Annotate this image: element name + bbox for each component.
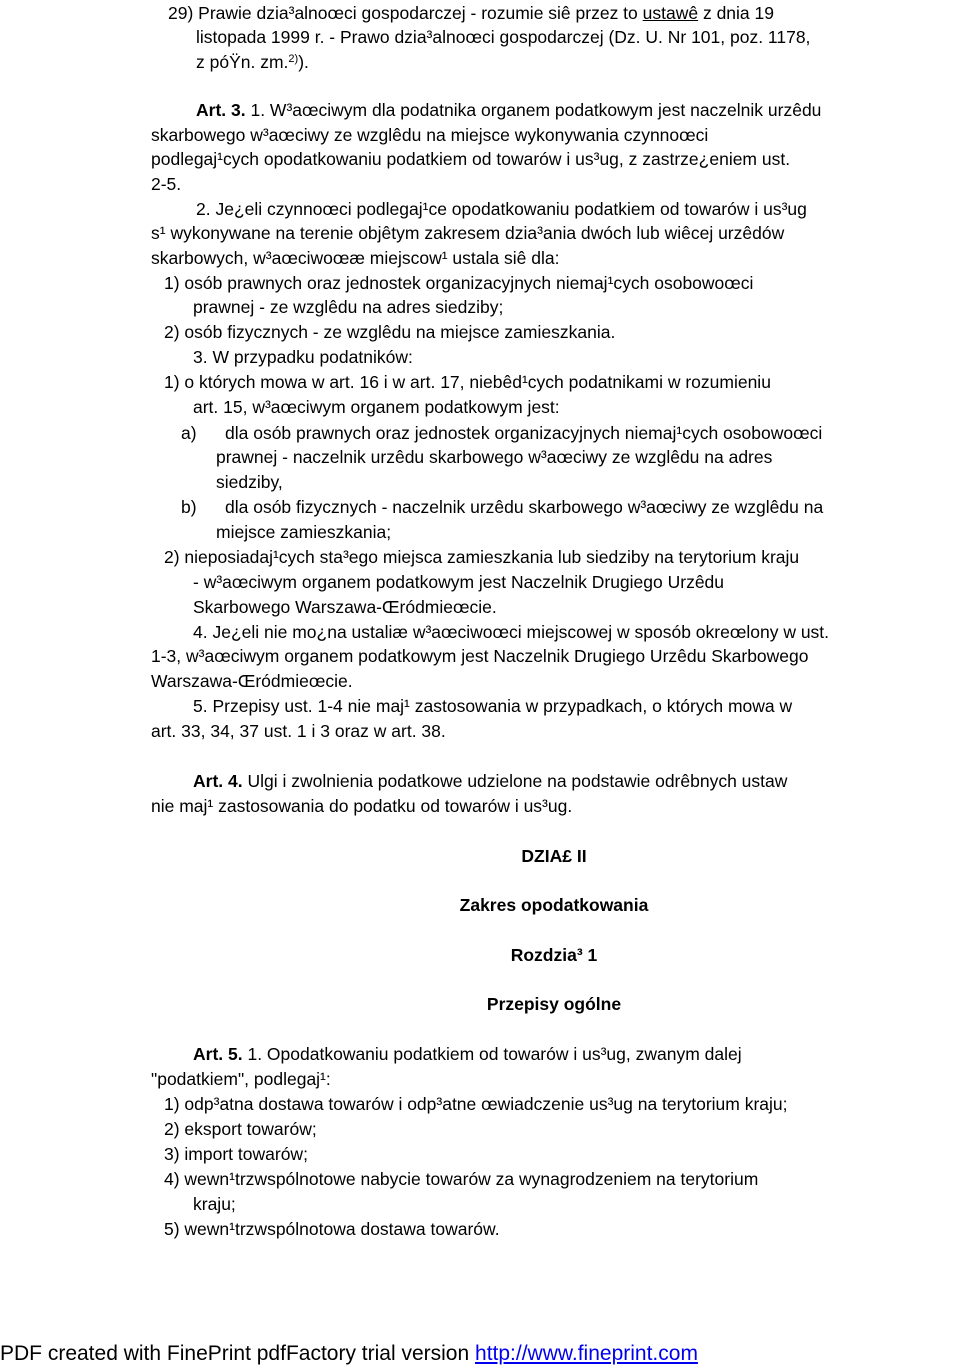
art-3-paragraph-4-line-2: 1-3, w³aœciwym organem podatkowym jest Naczelnik Drugiego Urzêdu Skarbowego — [151, 646, 809, 666]
art-3-paragraph-3-intro: 3. W przypadku podatników: — [193, 347, 413, 367]
art-5-line-1 — [193, 1043, 742, 1065]
article-text: 1. W³aœciwym dla podatnika organem podatkowym jest naczelnik urzêdu — [245, 100, 822, 120]
art-3-paragraph-1-line-3: podlegaj¹cych opodatkowaniu podatkiem od towarów i us³ug, z zastrze¿eniem ust. — [151, 149, 791, 169]
art-3-paragraph-4-line-3: Warszawa-Œródmieœcie. — [151, 671, 353, 691]
art-3-paragraph-2-item-2: 2) osób fizycznych - ze wzglêdu na miejsce zamieszkania. — [164, 322, 616, 342]
pdf-trial-footer — [0, 1340, 698, 1368]
art-3-paragraph-1-line-4: 2-5. — [151, 174, 182, 194]
footnote-29-line-2: listopada 1999 r. - Prawo dzia³alnoœci gospodarczej (Dz. U. Nr 101, poz. 1178, — [196, 27, 811, 47]
art-3-paragraph-3-item-1-line-1: 1) o których mowa w art. 16 i w art. 17, niebêd¹cych podatnikami w rozumieniu — [164, 372, 771, 392]
statute-link[interactable]: ustawê — [642, 3, 699, 23]
art-3-paragraph-2-line-2: s¹ wykonywane na terenie objêtym zakresem dzia³ania dwóch lub wiêcej urzêdów — [151, 223, 785, 243]
footnote-29-line-1 — [168, 2, 774, 24]
art-3-paragraph-2-line-1: 2. Je¿eli czynnoœci podlegaj¹ce opodatkowaniu podatkiem od towarów i us³ug — [196, 199, 807, 219]
footer-text: PDF created with FinePrint pdfFactory trial version — [0, 1342, 476, 1365]
art-3-subitem-a-line-3: siedziby, — [216, 472, 283, 492]
footnote-text: z póŸn. zm. — [196, 52, 289, 72]
art-3-paragraph-5-line-1: 5. Przepisy ust. 1-4 nie maj¹ zastosowania w przypadkach, o których mowa w — [193, 696, 793, 716]
fineprint-link[interactable]: http://www.fineprint.com — [475, 1342, 698, 1365]
art-3-paragraph-1-line-1 — [196, 99, 821, 121]
chapter-title: Przepisy ogólne — [486, 994, 622, 1014]
art-5-line-2: "podatkiem", podlegaj¹: — [151, 1069, 331, 1089]
article-heading: Art. 5. — [193, 1044, 243, 1064]
art-3-subitem-a-label: a) — [181, 423, 197, 443]
footnote-text: 29) Prawie dzia³alnoœci gospodarczej - rozumie siê przez to — [168, 3, 643, 23]
art-3-subitem-b-label: b) — [181, 497, 197, 517]
footnote-text: z dnia 19 — [698, 3, 774, 23]
art-3-paragraph-2-item-1-line-2: prawnej - ze wzglêdu na adres siedziby; — [193, 297, 504, 317]
art-5-item-2: 2) eksport towarów; — [164, 1119, 317, 1139]
article-heading: Art. 4. — [193, 771, 243, 791]
art-5-item-4-line-2: kraju; — [193, 1194, 236, 1214]
footnote-text: ). — [298, 52, 309, 72]
art-5-item-4-line-1: 4) wewn¹trzwspólnotowe nabycie towarów za wynagrodzeniem na terytorium — [164, 1169, 759, 1189]
article-heading: Art. 3. — [196, 100, 246, 120]
art-3-paragraph-3-item-2-line-2: - w³aœciwym organem podatkowym jest Naczelnik Drugiego Urzêdu — [193, 572, 725, 592]
footnote-29-line-3 — [196, 51, 309, 73]
art-3-paragraph-3-item-2-line-1: 2) nieposiadaj¹cych sta³ego miejsca zamieszkania lub siedziby na terytorium kraju — [164, 547, 800, 567]
art-3-subitem-a-line-2: prawnej - naczelnik urzêdu skarbowego w³aœciwy ze wzglêdu na adres — [216, 447, 773, 467]
art-3-paragraph-4-line-1: 4. Je¿eli nie mo¿na ustaliæ w³aœciwoœci miejscowej w sposób okreœlony w ust. — [193, 622, 830, 642]
art-3-paragraph-1-line-2: skarbowego w³aœciwy ze wzglêdu na miejsce wykonywania czynnoœci — [151, 125, 709, 145]
art-5-item-3: 3) import towarów; — [164, 1144, 308, 1164]
art-4-line-1 — [193, 770, 787, 792]
art-3-paragraph-2-line-3: skarbowych, w³aœciwoœæ miejscow¹ ustala siê dla: — [151, 248, 560, 268]
art-3-subitem-b-line-1: dla osób fizycznych - naczelnik urzêdu skarbowego w³aœciwy ze wzglêdu na — [225, 497, 824, 517]
art-5-item-5: 5) wewn¹trzwspólnotowa dostawa towarów. — [164, 1219, 500, 1239]
footnote-reference: 2) — [288, 53, 299, 65]
article-text: 1. Opodatkowaniu podatkiem od towarów i us³ug, zwanym dalej — [242, 1044, 742, 1064]
section-heading-zakres: Zakres opodatkowania — [459, 895, 649, 915]
art-3-paragraph-2-item-1-line-1: 1) osób prawnych oraz jednostek organizacyjnych niemaj¹cych osobowoœci — [164, 273, 754, 293]
article-text: Ulgi i zwolnienia podatkowe udzielone na podstawie odrêbnych ustaw — [242, 771, 788, 791]
art-3-paragraph-3-item-2-line-3: Skarbowego Warszawa-Œródmieœcie. — [193, 597, 497, 617]
section-heading-dzial: DZIA£ II — [521, 846, 587, 866]
art-4-line-2: nie maj¹ zastosowania do podatku od towarów i us³ug. — [151, 796, 573, 816]
art-3-paragraph-5-line-2: art. 33, 34, 37 ust. 1 i 3 oraz w art. 38. — [151, 721, 446, 741]
art-3-subitem-a-line-1: dla osób prawnych oraz jednostek organizacyjnych niemaj¹cych osobowoœci — [225, 423, 823, 443]
art-3-paragraph-3-item-1-line-2: art. 15, w³aœciwym organem podatkowym jest: — [193, 397, 560, 417]
art-5-item-1: 1) odp³atna dostawa towarów i odp³atne œwiadczenie us³ug na terytorium kraju; — [164, 1094, 788, 1114]
art-3-subitem-b-line-2: miejsce zamieszkania; — [216, 522, 392, 542]
chapter-heading: Rozdzia³ 1 — [510, 945, 598, 965]
